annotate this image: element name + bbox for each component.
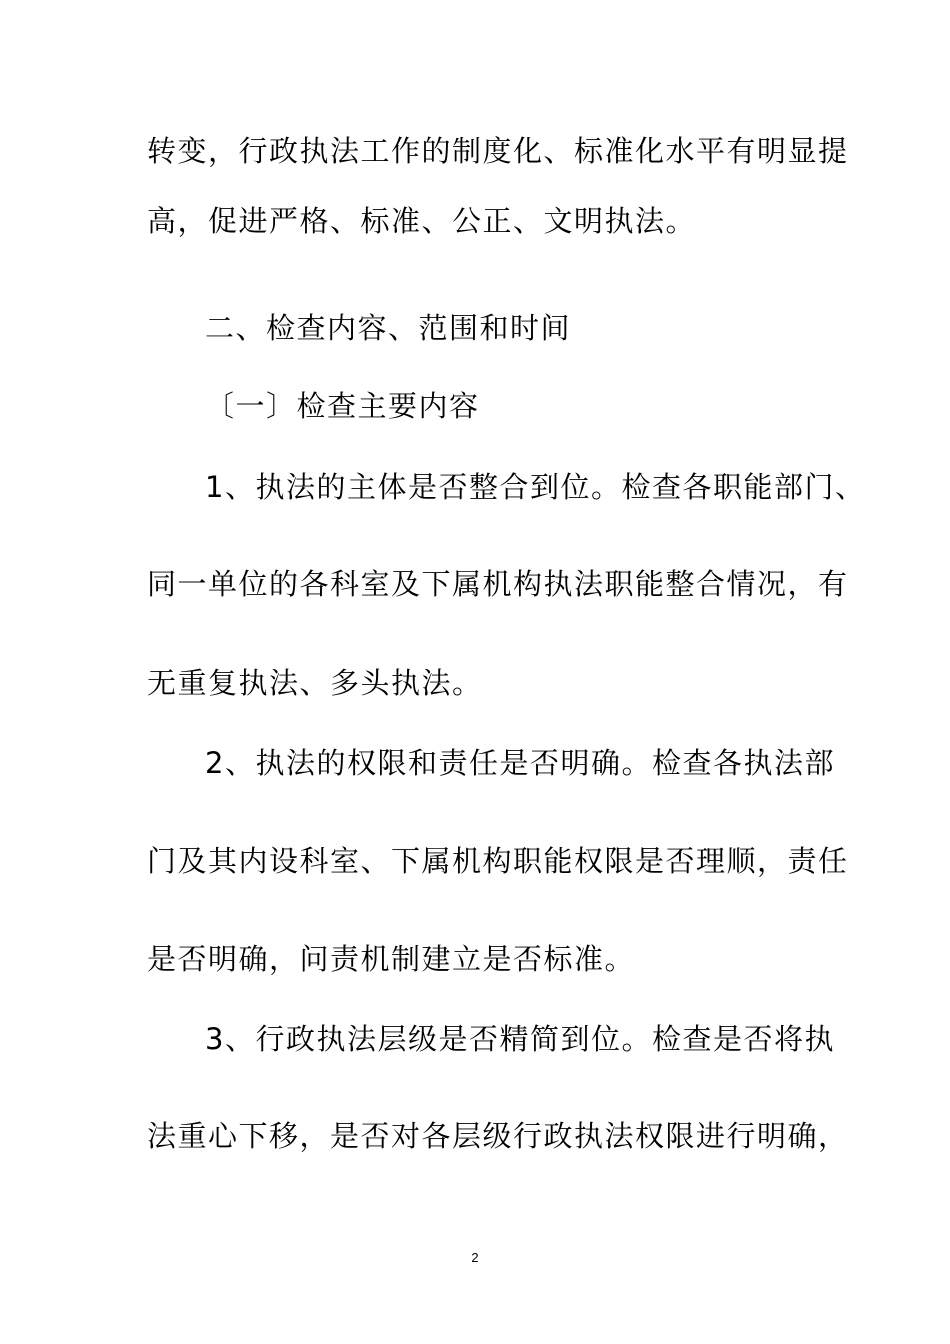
paragraph-line: 转变，行政执法工作的制度化、标准化水平有明显提	[147, 134, 849, 168]
subsection-heading: 〔一〕检查主要内容	[205, 389, 480, 423]
paragraph-line: 1、执法的主体是否整合到位。检查各职能部门、	[205, 470, 866, 504]
section-heading: 二、检查内容、范围和时间	[205, 311, 572, 345]
paragraph-line: 3、行政执法层级是否精简到位。检查是否将执	[205, 1022, 835, 1056]
paragraph-line: 高，促进严格、标准、公正、文明执法。	[147, 204, 697, 238]
paragraph-line: 法重心下移，是否对各层级行政执法权限进行明确，	[147, 1119, 849, 1153]
paragraph-line: 2、执法的权限和责任是否明确。检查各执法部	[205, 746, 835, 780]
paragraph-line: 门及其内设科室、下属机构职能权限是否理顺，责任	[147, 844, 849, 878]
paragraph-line: 无重复执法、多头执法。	[147, 666, 483, 700]
page-number: 2	[471, 1250, 479, 1265]
paragraph-line: 是否明确，问责机制建立是否标准。	[147, 942, 636, 976]
paragraph-line: 同一单位的各科室及下属机构执法职能整合情况，有	[147, 567, 849, 601]
